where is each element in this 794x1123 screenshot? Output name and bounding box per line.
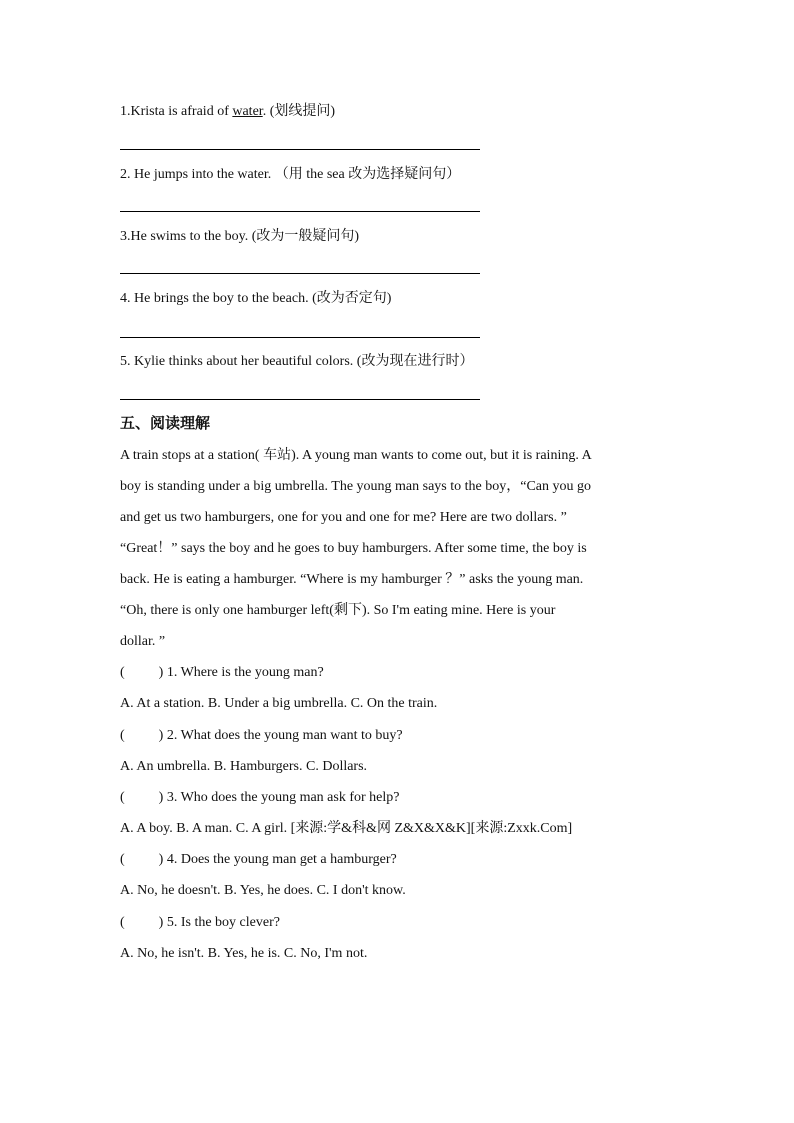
question-5-options: A. No, he isn't. B. Yes, he is. C. No, I'm not. — [120, 946, 368, 961]
rewrite-item-2: 2. He jumps into the water. （用 the sea 改为选择疑问句） — [120, 167, 461, 182]
passage-line: and get us two hamburgers, one for you and one for me? Here are two dollars. ” — [120, 510, 567, 525]
question-2 — [120, 727, 403, 745]
rewrite-item-1-after: . (划线提问) — [262, 104, 336, 119]
question-text: 2. What does the young man want to buy? — [166, 728, 403, 743]
section-heading: 五、阅读理解 — [120, 414, 211, 432]
answer-blank-close: ) — [158, 915, 164, 930]
answer-blank-close: ) — [158, 790, 164, 805]
question-1 — [120, 664, 324, 682]
rewrite-item-1-before: 1.Krista is afraid of — [120, 104, 233, 119]
question-text: 4. Does the young man get a hamburger? — [166, 852, 397, 867]
question-3-options: A. A boy. B. A man. C. A girl. [来源:学&科&网 Z&X&X&K][来源:Zxxk.Com] — [120, 821, 573, 836]
passage-line: “Great！” says the boy and he goes to buy hamburgers. After some time, the boy is — [120, 541, 587, 556]
answer-blank-open: ( — [120, 728, 125, 743]
answer-blank-open: ( — [120, 852, 125, 867]
answer-line-1[interactable] — [120, 149, 480, 150]
rewrite-item-5: 5. Kylie thinks about her beautiful colors. (改为现在进行时） — [120, 354, 474, 369]
answer-blank-close: ) — [158, 665, 164, 680]
answer-line-4[interactable] — [120, 337, 480, 338]
rewrite-item-3: 3.He swims to the boy. (改为一般疑问句) — [120, 229, 360, 244]
question-4-options: A. No, he doesn't. B. Yes, he does. C. I don't know. — [120, 883, 406, 898]
passage-line: dollar. ” — [120, 634, 166, 649]
passage-line: back. He is eating a hamburger. “Where is my hamburger ？” asks the young man. — [120, 572, 584, 587]
question-text: 3. Who does the young man ask for help? — [166, 790, 400, 805]
question-3 — [120, 789, 399, 807]
passage-line: A train stops at a station( 车站). A young man wants to come out, but it is raining. A — [120, 448, 592, 463]
rewrite-item-1 — [120, 103, 335, 121]
underlined-word: water — [232, 104, 263, 119]
answer-line-2[interactable] — [120, 211, 480, 212]
question-4 — [120, 851, 397, 869]
passage-line: boy is standing under a big umbrella. The young man says to the boy，“Can you go — [120, 479, 592, 494]
passage-line: “Oh, there is only one hamburger left(剩下). So I'm eating mine. Here is your — [120, 603, 556, 618]
question-2-options: A. An umbrella. B. Hamburgers. C. Dollars. — [120, 759, 368, 774]
answer-line-5[interactable] — [120, 399, 480, 400]
answer-blank-close: ) — [158, 852, 164, 867]
answer-line-3[interactable] — [120, 273, 480, 274]
answer-blank-open: ( — [120, 915, 125, 930]
answer-blank-open: ( — [120, 665, 125, 680]
answer-blank-open: ( — [120, 790, 125, 805]
answer-blank-close: ) — [158, 728, 164, 743]
question-text: 1. Where is the young man? — [166, 665, 324, 680]
question-1-options: A. At a station. B. Under a big umbrella. C. On the train. — [120, 696, 438, 711]
question-text: 5. Is the boy clever? — [166, 915, 280, 930]
rewrite-item-4: 4. He brings the boy to the beach. (改为否定句) — [120, 291, 392, 306]
question-5 — [120, 914, 280, 932]
